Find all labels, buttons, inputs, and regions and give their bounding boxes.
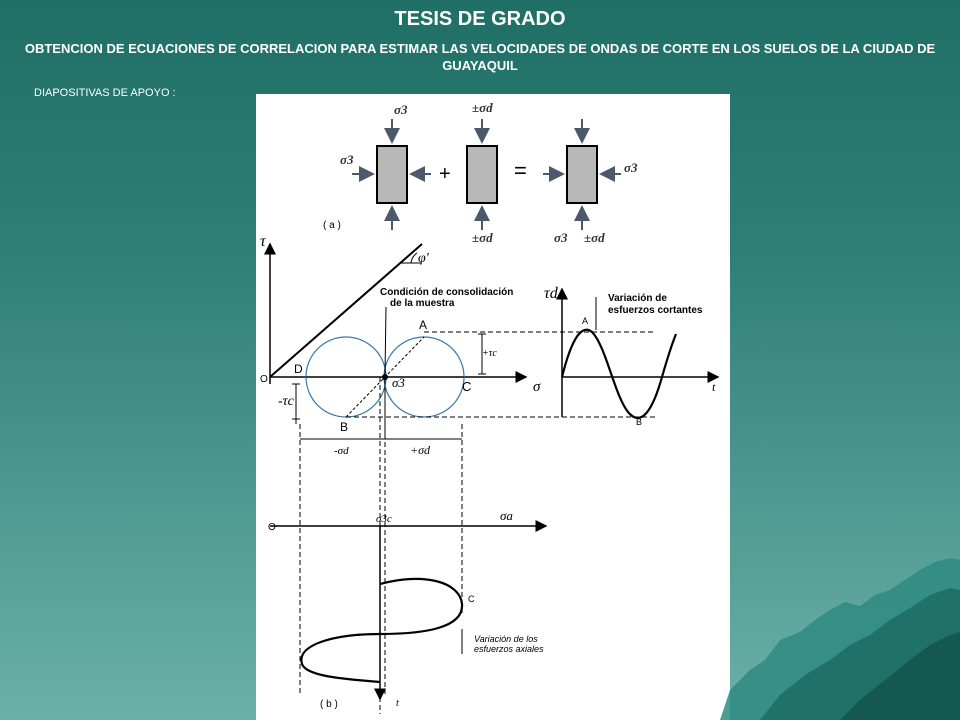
shear-point-a-label: A xyxy=(582,316,589,326)
sigma-3c-label: σ3c xyxy=(376,513,392,525)
point-d-label: D xyxy=(294,362,303,376)
tau-d-axis-label: τd xyxy=(544,285,558,302)
sigma-axis-label: σ xyxy=(533,379,541,395)
decorative-rock-graphic xyxy=(720,550,960,720)
plus-sigma-d-label: +σd xyxy=(410,443,431,457)
slide-title: TESIS DE GRADO xyxy=(394,8,566,30)
equals-sign: = xyxy=(514,158,527,183)
pm-sigma-d-bottom-label: ±σd xyxy=(472,230,493,245)
specimen-1 xyxy=(352,119,431,230)
pm-sigma-d-bottom-right-label: ±σd xyxy=(584,230,605,245)
slide-label: DIAPOSITIVAS DE APOYO : xyxy=(34,87,176,99)
axial-origin-label: O xyxy=(268,522,276,533)
origin-point xyxy=(382,374,388,380)
slide-subtitle: OBTENCION DE ECUACIONES DE CORRELACION PARA ESTIMAR LAS VELOCIDADES DE ONDAS DE CORTE EN LOS SUELOS DE LA CIUDAD DE GUAYAQUIL xyxy=(24,41,936,73)
specimen-2 xyxy=(467,119,497,230)
sigma3-bottom-label: σ3 xyxy=(554,230,568,245)
axial-variation-label-1: Variación de los xyxy=(474,634,538,644)
sigma-a-axis-label: σa xyxy=(500,508,513,523)
point-a-label: A xyxy=(419,318,428,332)
stress-diagram xyxy=(256,94,730,720)
shear-variation-label-2: esfuerzos cortantes xyxy=(608,305,703,316)
sigma3-top-label: σ3 xyxy=(394,102,408,117)
axial-point-c-label: C xyxy=(468,594,475,604)
phi-label: φ' xyxy=(418,251,429,266)
axial-t-axis-label: t xyxy=(396,698,399,709)
condition-label-2: de la muestra xyxy=(390,298,455,309)
minus-sigma-d-label: -σd xyxy=(334,445,349,457)
figure-panel xyxy=(256,94,730,720)
shear-t-axis-label: t xyxy=(712,380,716,394)
shear-point-b-label: B xyxy=(636,417,643,427)
point-c-label: C xyxy=(462,379,472,394)
point-b-label: B xyxy=(340,420,349,434)
plus-tau-c-label: +τc xyxy=(482,348,497,359)
tau-axis-label: τ xyxy=(260,233,266,250)
plus-sign: + xyxy=(439,163,451,185)
panel-b-label: ( b ) xyxy=(320,699,338,710)
origin-o-label: O xyxy=(260,374,268,385)
specimen-3 xyxy=(543,119,621,230)
panel-a-label: ( a ) xyxy=(323,220,341,231)
shear-variation-label-1: Variación de xyxy=(608,293,667,304)
pm-sigma-d-top-label: ±σd xyxy=(472,100,493,115)
condition-label-1: Condición de consolidación xyxy=(380,287,514,298)
mohr-diagram xyxy=(270,244,656,714)
sigma3-right-label: σ3 xyxy=(624,160,638,175)
axial-variation-label-2: esfuerzos axiales xyxy=(474,644,544,654)
sigma3-mohr-label: σ3 xyxy=(392,375,405,390)
axial-stress-plot xyxy=(270,526,546,699)
minus-tau-c-label: -τc xyxy=(278,394,294,409)
sigma3-left-label: σ3 xyxy=(340,152,354,167)
